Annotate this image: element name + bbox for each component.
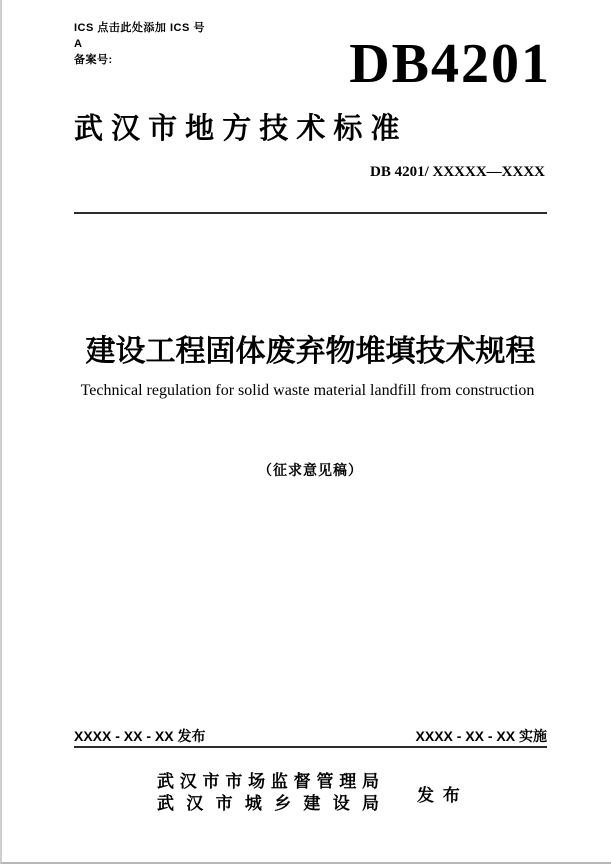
dates-row [74, 726, 547, 746]
ics-placeholder[interactable]: ICS 点击此处添加 ICS 号 [74, 22, 205, 34]
title-english: Technical regulation for solid waste material landfill from construction [80, 382, 535, 399]
implementation-date: XXXX - XX - XX 实施 [415, 728, 547, 744]
document-number: DB 4201/ XXXXX—XXXX [370, 164, 545, 180]
db-code-heading: DB4201 [349, 33, 551, 95]
header-divider-line [74, 212, 547, 214]
footer-divider-line [74, 746, 547, 748]
publisher-block [157, 771, 379, 815]
issue-date: XXXX - XX - XX 发布 [74, 728, 206, 744]
publish-label: 发 布 [417, 786, 462, 805]
publisher-line-1: 武 汉 市 市 场 监 督 管 理 局 [157, 772, 379, 791]
title-chinese: 建设工程固体废弃物堆填技术规程 [85, 335, 536, 368]
document-meta-block [74, 20, 205, 68]
classification-code: A [74, 38, 83, 50]
publisher-line-2: 武 汉 市 城 乡 建 设 局 [157, 794, 379, 813]
draft-note: （征求意见稿） [258, 464, 363, 479]
record-number-label: 备案号: [74, 54, 113, 66]
standard-name-heading: 武 汉 市 地 方 技 术 标 准 [74, 113, 400, 145]
